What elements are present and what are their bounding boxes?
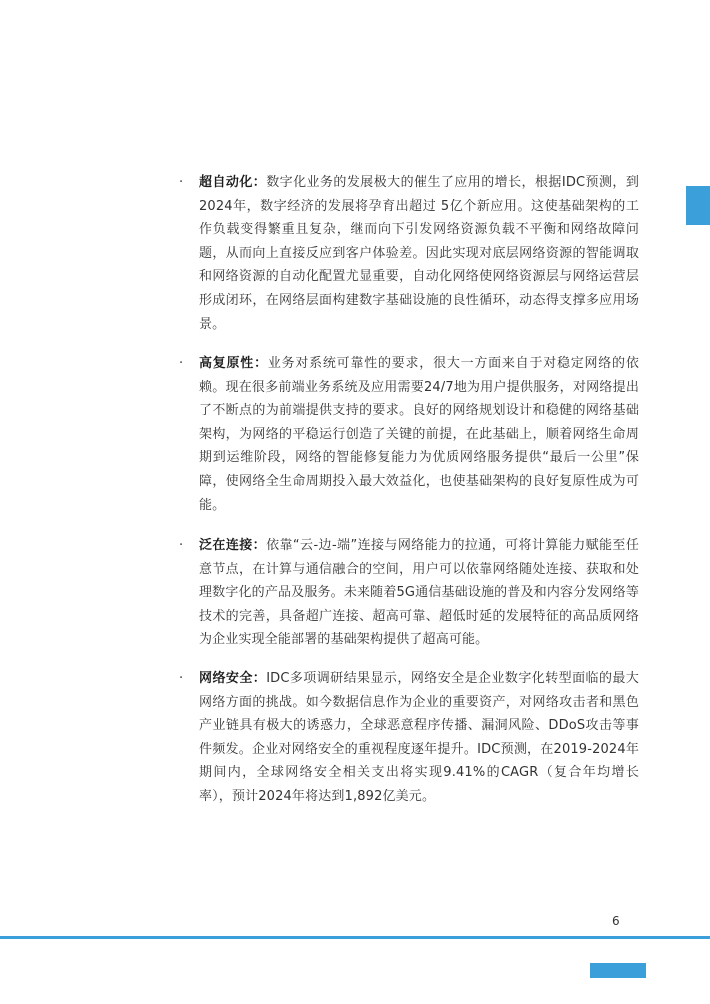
side-tab-marker <box>686 186 710 225</box>
bullet-title: 泛在连接： <box>199 538 267 553</box>
bullet-paragraph <box>199 534 639 652</box>
bullet-paragraph <box>199 352 639 517</box>
bullet-paragraph <box>199 667 639 809</box>
bullet-point: · <box>179 671 184 686</box>
bullet-body: IDC多项调研结果显示，网络安全是企业数字化转型面临的最大网络方面的挑战。如今数据信息作为企业的重要资产，对网络攻击者和黑色产业链具有极大的诱惑力，全球恶意程序传播、漏洞风险、DDoS攻击等事件频发。企业对网络安全的重视程度逐年提升。IDC预测，在2019-2024年期间内，全球网络安全相关支出将实现9.41%的CAGR（复合年均增长率），预计2024年将达到1,892亿美元。 <box>199 671 639 804</box>
bullet-point: · <box>179 538 184 553</box>
bullet-title: 超自动化： <box>199 175 267 190</box>
bullet-body: 依靠“云-边-端”连接与网络能力的拉通，可将计算能力赋能至任意节点，在计算与通信融合的空间，用户可以依靠网络随处连接、获取和处理数字化的产品及服务。未来随着5G通信基础设施的普及和内容分发网络等技术的完善，具备超广连接、超高可靠、超低时延的发展特征的高品质网络为企业实现全能部署的基础架构提供了超高可能。 <box>199 538 639 648</box>
bullet-point: · <box>179 356 184 371</box>
bullet-point: · <box>179 175 184 190</box>
bullet-title: 高复原性： <box>199 356 268 371</box>
bullet-body: 业务对系统可靠性的要求，很大一方面来自于对稳定网络的依赖。现在很多前端业务系统及应用需要24/7地为用户提供服务，对网络提出了不断点的为前端提供支持的要求。良好的网络规划设计和稳健的网络基础架构，为网络的平稳运行创造了关键的前提，在此基础上，顺着网络生命周期到运维阶段，网络的智能修复能力为优质网络服务提供“最后一公里”保障，使网络全生命周期投入最大效益化，也使基础架构的良好复原性成为可能。 <box>199 356 639 513</box>
bullet-body: 数字化业务的发展极大的催生了应用的增长，根据IDC预测，到2024年，数字经济的发展将孕育出超过 5亿个新应用。这使基础架构的工作负载变得繁重且复杂，继而向下引发网络资源负载不平衡和网络故障问题，从而向上直接反应到客户体验差。因此实现对底层网络资源的智能调取和网络资源的自动化配置尤显重要，自动化网络使网络资源层与网络运营层形成闭环，在网络层面构建数字基础设施的良性循环，动态得支撑多应用场景。 <box>199 175 639 332</box>
footer-accent-block <box>590 963 646 978</box>
page-number: 6 <box>612 914 620 928</box>
bullet-paragraph <box>199 171 639 336</box>
footer-divider-line <box>0 936 710 939</box>
bullet-title: 网络安全： <box>199 671 267 686</box>
